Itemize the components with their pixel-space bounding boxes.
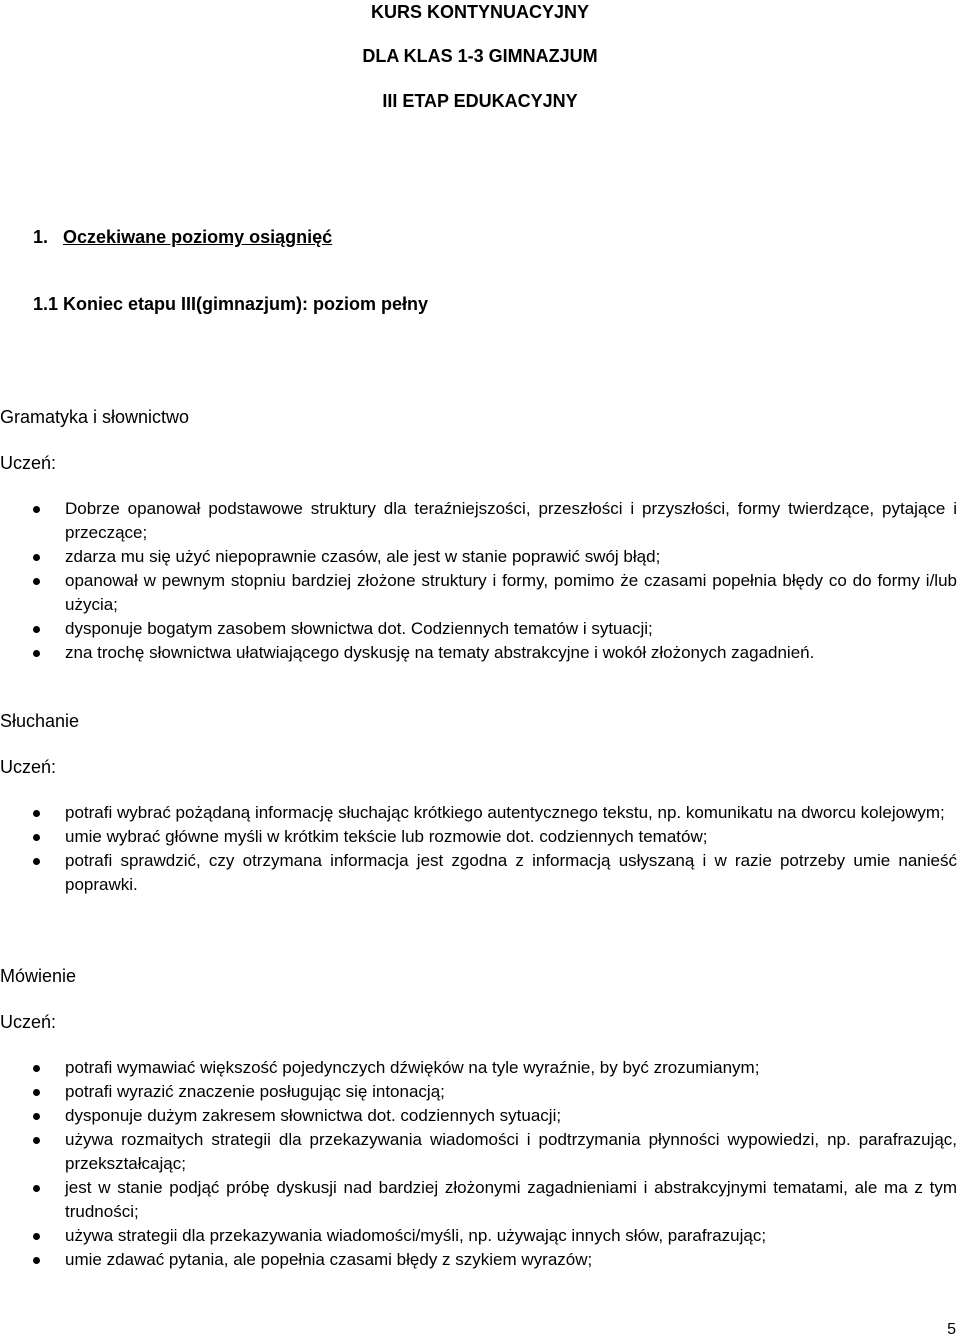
bullet-icon — [33, 578, 40, 585]
list-item — [0, 801, 957, 825]
list-item-text: dysponuje dużym zakresem słownictwa dot. codziennych sytuacji; — [65, 1106, 562, 1125]
grammar-student-label: Uczeń: — [0, 453, 57, 473]
bullet-icon — [33, 1185, 40, 1192]
list-item — [0, 849, 957, 897]
listening-student-label: Uczeń: — [0, 757, 57, 777]
bullet-icon — [33, 1233, 40, 1240]
course-subtitle-classes: DLA KLAS 1-3 GIMNAZJUM — [362, 46, 598, 66]
list-item-text: jest w stanie podjąć próbę dyskusji nad bardziej złożonymi zagadnieniami i abstrakcyjnymi tematami, ale ma z tym trudności; — [65, 1178, 957, 1221]
section-1-title: Oczekiwane poziomy osiągnięć — [63, 227, 333, 247]
list-item-text: opanował w pewnym stopniu bardziej złożone struktury i formy, pomimo że czasami popełnia błędy co do formy i/lub użycia; — [65, 571, 957, 614]
bullet-icon — [33, 554, 40, 561]
list-item — [0, 1248, 957, 1272]
list-item — [0, 569, 957, 617]
grammar-section-title: Gramatyka i słownictwo — [0, 407, 190, 427]
listening-list — [0, 801, 957, 897]
page-number: 5 — [947, 1321, 956, 1338]
list-item — [0, 825, 957, 849]
bullet-icon — [33, 858, 40, 865]
list-item — [0, 1224, 957, 1248]
list-item — [0, 641, 957, 665]
speaking-student-label: Uczeń: — [0, 1012, 57, 1032]
list-item-text: potrafi wymawiać większość pojedynczych dźwięków na tyle wyraźnie, by być zrozumianym; — [65, 1058, 760, 1077]
list-item — [0, 1080, 957, 1104]
bullet-icon — [33, 1257, 40, 1264]
list-item — [0, 617, 957, 641]
section-1-heading — [33, 225, 332, 249]
bullet-icon — [33, 1065, 40, 1072]
bullet-icon — [33, 810, 40, 817]
list-item — [0, 497, 957, 545]
speaking-section-title: Mówienie — [0, 966, 77, 986]
list-item-text: używa strategii dla przekazywania wiadomości/myśli, np. używając innych słów, parafrazując; — [65, 1226, 767, 1245]
listening-section-title: Słuchanie — [0, 711, 80, 731]
bullet-icon — [33, 1089, 40, 1096]
list-item — [0, 1128, 957, 1176]
bullet-icon — [33, 650, 40, 657]
bullet-icon — [33, 1137, 40, 1144]
bullet-icon — [33, 1113, 40, 1120]
list-item — [0, 1056, 957, 1080]
section-1-number: 1. — [33, 227, 49, 247]
course-title: KURS KONTYNUACYJNY — [370, 2, 590, 22]
list-item — [0, 1176, 957, 1224]
list-item-text: potrafi wyrazić znaczenie posługując się intonacją; — [65, 1082, 445, 1101]
list-item-text: używa rozmaitych strategii dla przekazywania wiadomości i podtrzymania płynności wypowiedzi, np. parafrazując, przekształcając; — [65, 1130, 957, 1173]
list-item-text: potrafi wybrać pożądaną informację słuchając krótkiego autentycznego tekstu, np. komunikatu na dworcu kolejowym; — [65, 803, 945, 822]
list-item-text: potrafi sprawdzić, czy otrzymana informacja jest zgodna z informacją usłyszaną i w razie potrzeby umie nanieść poprawki. — [65, 851, 957, 894]
list-item-text: umie zdawać pytania, ale popełnia czasami błędy z szykiem wyrazów; — [65, 1250, 593, 1269]
list-item — [0, 545, 957, 569]
list-item-text: Dobrze opanował podstawowe struktury dla teraźniejszości, przeszłości i przyszłości, formy twierdzące, pytające i przeczące; — [65, 499, 957, 542]
list-item-text: umie wybrać główne myśli w krótkim tekście lub rozmowie dot. codziennych tematów; — [65, 827, 708, 846]
grammar-list — [0, 497, 957, 665]
bullet-icon — [33, 506, 40, 513]
list-item-text: dysponuje bogatym zasobem słownictwa dot. Codziennych tematów i sytuacji; — [65, 619, 653, 638]
list-item-text: zna trochę słownictwa ułatwiającego dyskusję na tematy abstrakcyjne i wokół złożonych zagadnień. — [65, 643, 815, 662]
section-1-1-heading: 1.1 Koniec etapu III(gimnazjum): poziom pełny — [33, 294, 429, 314]
bullet-icon — [33, 626, 40, 633]
list-item-text: zdarza mu się użyć niepoprawnie czasów, ale jest w stanie poprawić swój błąd; — [65, 547, 661, 566]
speaking-list — [0, 1056, 957, 1272]
course-subtitle-stage: III ETAP EDUKACYJNY — [382, 91, 578, 111]
list-item — [0, 1104, 957, 1128]
bullet-icon — [33, 834, 40, 841]
